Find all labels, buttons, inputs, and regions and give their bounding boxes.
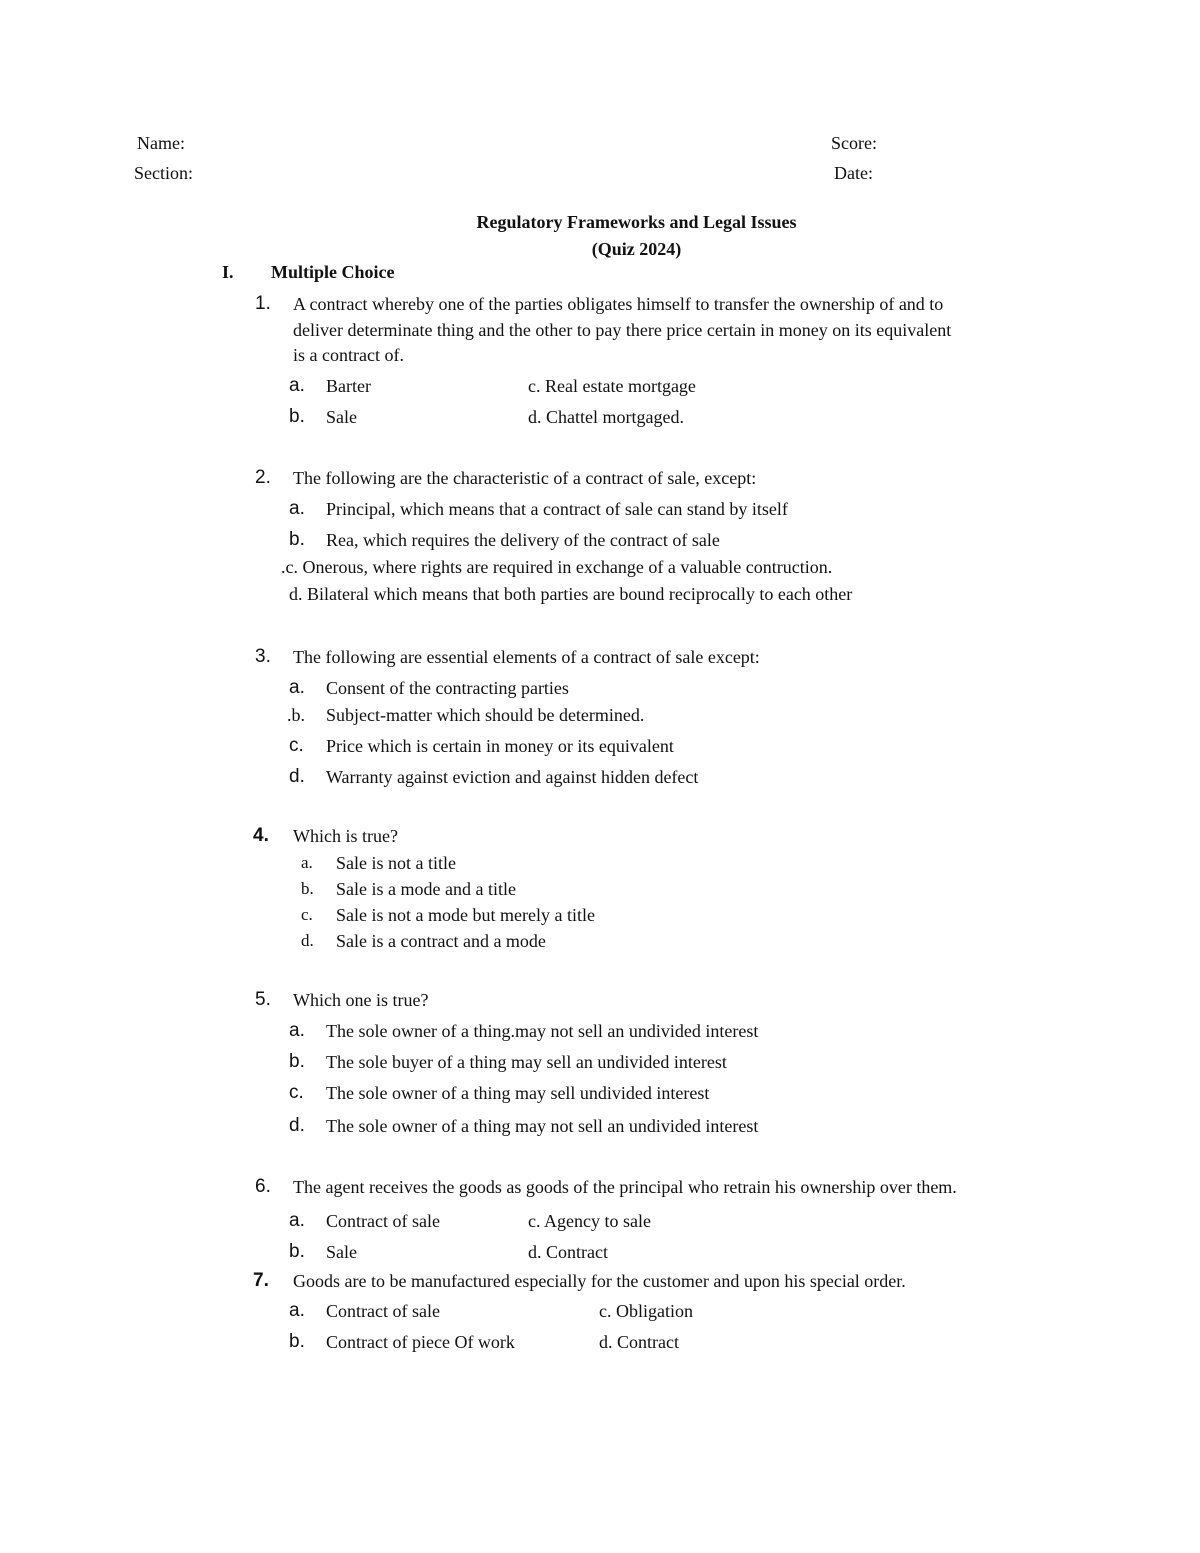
choice-text: Contract of sale (326, 1301, 440, 1321)
part-numeral: I. (222, 262, 234, 282)
choice-letter: a. (289, 1210, 305, 1231)
choice-text: The sole buyer of a thing may sell an undivided interest (326, 1052, 727, 1072)
choice-letter: a. (289, 677, 305, 698)
document-title: Regulatory Frameworks and Legal Issues (476, 212, 797, 232)
document-subtitle: (Quiz 2024) (591, 239, 682, 259)
choice-letter: a. (301, 853, 313, 872)
choice-text: Sale is a mode and a title (336, 879, 516, 899)
choice-letter: c. (289, 1082, 304, 1103)
choice-text: c. Obligation (599, 1301, 693, 1321)
choice-letter: b. (301, 879, 314, 898)
choice-text: The sole owner of a thing may not sell an undivided interest (326, 1116, 759, 1136)
choice-text: Contract of sale (326, 1211, 440, 1231)
choice-text: Rea, which requires the delivery of the contract of sale (326, 530, 720, 550)
choice-letter: d. (289, 766, 305, 787)
choice-text: Warranty against eviction and against hidden defect (326, 767, 699, 787)
choice-letter: a. (289, 375, 305, 396)
choice-letter: b. (289, 1331, 305, 1352)
choice-letter: d. (301, 931, 314, 950)
choice-letter: b. (289, 529, 305, 550)
question-number: 7. (253, 1270, 269, 1291)
question-text-line: Which is true? (293, 826, 398, 846)
choice-text: Sale (326, 407, 357, 427)
question-text-line: The following are essential elements of a contract of sale except: (293, 647, 760, 667)
choice-text: Subject-matter which should be determined. (326, 705, 645, 725)
choice-text: Barter (326, 376, 371, 396)
choice-text: Consent of the contracting parties (326, 678, 569, 698)
name-label: Name: (137, 133, 185, 153)
choice-text: c. Real estate mortgage (528, 376, 696, 396)
choice-text: The sole owner of a thing may sell undivided interest (326, 1083, 710, 1103)
question-number: 2. (255, 467, 271, 488)
choice-text: Sale is a contract and a mode (336, 931, 546, 951)
date-label: Date: (834, 163, 873, 183)
question-text-line: Which one is true? (293, 990, 429, 1010)
choice-letter: b. (289, 1051, 305, 1072)
question-number: 1. (255, 293, 271, 314)
choice-text: Principal, which means that a contract of sale can stand by itself (326, 499, 788, 519)
question-number: 3. (255, 646, 271, 667)
choice-letter: b. (289, 1241, 305, 1262)
choice-letter: c. (289, 735, 304, 756)
question-number: 6. (255, 1176, 271, 1197)
question-text-line: The agent receives the goods as goods of the principal who retrain his ownership over them. (293, 1177, 957, 1197)
score-label: Score: (831, 133, 877, 153)
choice-text: d. Chattel mortgaged. (528, 407, 684, 427)
choice-text: Contract of piece Of work (326, 1332, 515, 1352)
choice-letter: b. (289, 406, 305, 427)
question-text-line: A contract whereby one of the parties obligates himself to transfer the ownership of and to (293, 294, 944, 314)
part-heading: Multiple Choice (271, 262, 395, 282)
question-text-line: deliver determinate thing and the other to pay there price certain in money on its equivalent (293, 320, 952, 340)
question-number: 4. (253, 825, 269, 846)
choice-text: d. Contract (528, 1242, 608, 1262)
choice-text: Sale (326, 1242, 357, 1262)
choice-text: The sole owner of a thing.may not sell an undivided interest (326, 1021, 759, 1041)
choice-text: Sale is not a mode but merely a title (336, 905, 595, 925)
section-label: Section: (134, 163, 193, 183)
choice-letter: d. (289, 1115, 305, 1136)
choice-text: d. Bilateral which means that both parties are bound reciprocally to each other (289, 584, 853, 604)
question-text-line: The following are the characteristic of a contract of sale, except: (293, 468, 757, 488)
choice-text: Sale is not a title (336, 853, 456, 873)
choice-letter: c. (301, 905, 313, 924)
question-text-line: is a contract of. (293, 345, 404, 365)
question-text-line: Goods are to be manufactured especially for the customer and upon his special order. (293, 1271, 906, 1291)
choice-text: Price which is certain in money or its equivalent (326, 736, 674, 756)
choice-letter: .b. (287, 705, 305, 725)
choice-letter: a. (289, 1020, 305, 1041)
choice-text: .c. Onerous, where rights are required in exchange of a valuable contruction. (281, 557, 833, 577)
choice-letter: a. (289, 498, 305, 519)
choice-text: c. Agency to sale (528, 1211, 651, 1231)
choice-letter: a. (289, 1300, 305, 1321)
question-number: 5. (255, 989, 271, 1010)
choice-text: d. Contract (599, 1332, 679, 1352)
